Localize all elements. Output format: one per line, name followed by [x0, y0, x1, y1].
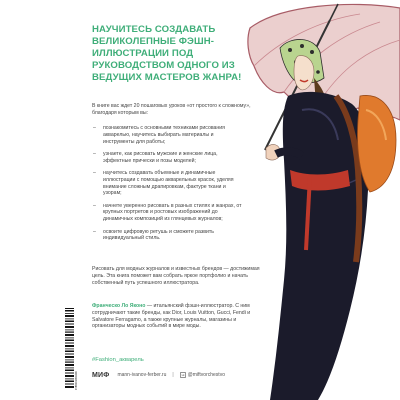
author-description: — итальянский фэшн-иллюстратор. С ним сотрудничают такие бренды, как Dior, Louis Vuitton, Gucci, Fendi и Salvatore Ferragamo, а также крупные журналы, магазины и организаторы модных событий в мире моды. [92, 303, 251, 330]
barcode-number: 9785001954409 [74, 371, 78, 390]
svg-text:vk: vk [181, 373, 185, 378]
author-name: Франческо Ло Яконо [92, 303, 146, 309]
list-item: – узнаете, как рисовать мужские и женские лица, эффектные прически и позы моделей; [93, 150, 218, 164]
fashion-illustration [210, 0, 400, 400]
barcode [64, 306, 78, 392]
dash-bullet: – [93, 228, 96, 235]
dash-bullet: – [93, 125, 96, 131]
list-item: – освоите цифровую ретушь и сможете развить индивидуальный стиль. [93, 228, 214, 242]
promo-paragraph: Рисовать для модных журналов и известных брендов — достижимая цель. Эта книга поможет вам собрать яркое портфолио и начать собственный путь успешного иллюстратора. [92, 266, 260, 286]
dash-bullet: – [93, 202, 96, 209]
vk-icon [180, 372, 186, 378]
list-item: – познакомитесь с основными техниками рисования акварелью, научитесь выбирать материалы и инструменты для работы; [93, 125, 225, 145]
headline: НАУЧИТЕСЬ СОЗДАВАТЬ ВЕЛИКОЛЕПНЫЕ ФЭШН-ИЛЛЮСТРАЦИИ ПОД РУКОВОДСТВОМ ОДНОГО ИЗ ВЕДУЩИХ МАСТЕРОВ ЖАНРА! [92, 24, 242, 83]
hashtag: #Fashion_акварель [92, 357, 144, 363]
dash-bullet: – [93, 169, 96, 176]
list-item: – начнете уверенно рисовать в разных стилях и жанрах, от крупных портретов и ростовых изображений до динамичных композиций из глянцевых журналов; [93, 202, 242, 223]
list-item: – научитесь создавать объемные и динамичные иллюстрации с помощью акварельных красок, уделяя внимание сложным драпировкам, фактуре ткани и узорам; [93, 169, 234, 197]
intro-text: В книге вас ждет 20 пошаговых уроков «от простого к сложному», благодаря которым вы: [92, 103, 251, 116]
dash-bullet: – [93, 150, 96, 157]
separator: | [172, 372, 174, 378]
social-handle[interactable]: @miftvorchestvo [187, 372, 225, 378]
publisher-logo: МИФ [92, 371, 110, 379]
website-link[interactable]: mann-ivanov-ferber.ru [117, 372, 167, 378]
